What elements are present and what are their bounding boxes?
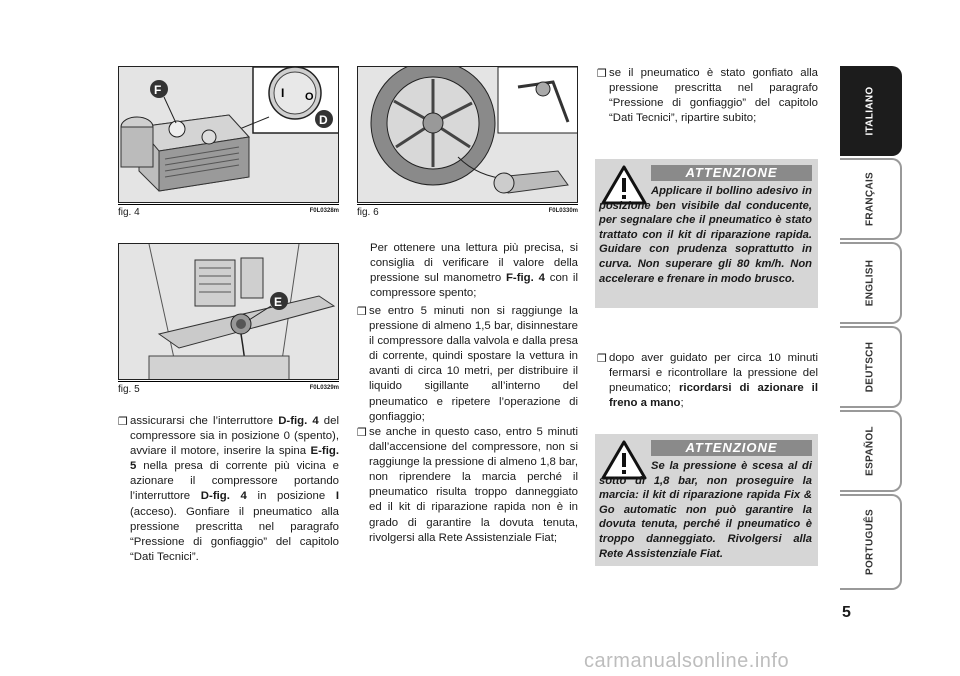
text-run: assicurarsi che l’interruttore <box>130 415 279 427</box>
switch-on-mark: I <box>281 86 285 100</box>
figure-4-label: fig. 4 <box>118 207 140 218</box>
text-run: Per ottenere una lettura più precisa, si consiglia di verificare il valore della pressione sul manometro <box>370 242 578 285</box>
paragraph-pressure-reading <box>370 241 578 301</box>
figure-4-caption <box>118 204 339 218</box>
tab-label: ITALIANO <box>864 86 876 136</box>
text-run: in posizione <box>246 490 336 503</box>
bullet-marker: ❒ <box>357 306 367 318</box>
text-run: (acceso). Gonfiare il pneumatico alla pressione prescritta nel paragrafo “Pressione di gonfiaggio” del capitolo “Dati Tecnici”. <box>130 505 339 563</box>
figure-5-caption <box>118 381 339 395</box>
compressor-illustration <box>119 67 339 203</box>
socket-illustration <box>119 244 339 380</box>
figure-4-compressor <box>118 66 339 203</box>
text-run: nella presa di corrente più vicina e azionare il compressore portando l’interruttore <box>130 460 339 503</box>
tyre-illustration <box>358 67 578 203</box>
warning-text <box>599 459 812 561</box>
tab-espanol[interactable] <box>840 410 902 492</box>
bullet-marker: ❒ <box>118 416 128 428</box>
text-run: ; <box>680 397 684 410</box>
text-run: se anche in questo caso, entro 5 minuti dall’accensione del compressore, non si raggiunge la pressione di almeno 1,8 bar, non riprendere la marcia perché il pneumatico risulta troppo danneggiato ed il kit di riparazione rapida non è in grado di garantire la dovuta tenuta, rivolgersi alla Rete Assistenziale Fiat; <box>369 426 578 544</box>
tab-label: ESPAÑOL <box>864 426 876 476</box>
bullet-five-minutes <box>357 304 578 425</box>
bullet-damaged-tyre <box>357 425 578 546</box>
warning-header: ATTENZIONE <box>651 440 812 456</box>
bullet-check-after-driving <box>597 351 818 411</box>
tab-francais[interactable] <box>840 158 902 240</box>
text-run: se il pneumatico è stato gonfiato alla pressione prescritta nel paragrafo “Pressione di gonfiaggio” del capitolo “Dati Tecnici”, ripartire subito; <box>609 67 818 125</box>
bullet-marker: ❒ <box>597 353 607 365</box>
bold-ref: I <box>335 490 339 503</box>
tab-deutsch[interactable] <box>840 326 902 408</box>
warning-text <box>599 184 812 286</box>
bold-ref: D-fig. 4 <box>200 490 247 503</box>
callout-f: F <box>154 83 162 97</box>
warning-header: ATTENZIONE <box>651 165 812 181</box>
figure-6-caption <box>357 204 578 218</box>
bullet-restart <box>597 66 818 126</box>
bold-ref: E-fig. 5 <box>130 445 339 473</box>
text-run: con il compressore spento; <box>370 272 578 300</box>
text-run: dopo aver guidato per circa 10 minuti fermarsi e ricontrollare la pressione del pneumatico; <box>609 352 818 395</box>
tab-label: DEUTSCH <box>864 341 876 393</box>
warning-text-content: Se la pressione è scesa al di sotto di 1,8 bar, non proseguire la marcia: il kit di riparazione rapida Fix & Go automatic non può garantire la dovuta tenuta, perché il pneumatico è troppo danneggiato. Rivolgersi alla Rete Assistenziale Fiat. <box>599 460 812 560</box>
figure-6-code: F0L0330m <box>548 208 578 214</box>
tab-label: ENGLISH <box>864 259 876 307</box>
bold-ref: F-fig. 4 <box>505 272 545 285</box>
warning-text-content: Applicare il bollino adesivo in posizione ben visibile dal conducente, per segnalare che il pneumatico è stato trattato con il kit di riparazione rapida. Guidare con prudenza soprattutto in curva. Non superare gli 80 km/h. Non accelerare e frenare in modo brusco. <box>599 185 812 285</box>
callout-d: D <box>319 113 328 127</box>
page-number: 5 <box>842 604 851 621</box>
figure-4-code: F0L0328m <box>309 208 339 214</box>
tab-portugues[interactable] <box>840 494 902 590</box>
warning-box-pressure <box>595 434 818 566</box>
tab-label: PORTUGUÊS <box>864 508 876 576</box>
tab-label: FRANÇAIS <box>864 171 876 227</box>
figure-5-socket <box>118 243 339 380</box>
callout-e: E <box>274 295 283 309</box>
text-run: se entro 5 minuti non si raggiunge la pressione di almeno 1,5 bar, disinnestare il compressore dalla valvola e dalla presa di corrente, quindi spostare la vettura in avanti di circa 10 metri, per distribuire il liquido sigillante all’interno del pneumatico e ripetere l’operazione di gonfiaggio; <box>369 305 578 423</box>
bold-ref: D-fig. 4 <box>278 415 319 427</box>
bullet-switch-instructions <box>118 414 339 565</box>
text-run: del compressore sia in posizione 0 (spento), avviare il motore, inserire la spina <box>130 415 339 458</box>
tab-italiano[interactable] <box>840 66 902 156</box>
switch-off-mark: O <box>305 91 314 103</box>
bullet-marker: ❒ <box>357 427 367 439</box>
figure-6-tyre-inflation <box>357 66 578 203</box>
tab-english[interactable] <box>840 242 902 324</box>
bullet-marker: ❒ <box>597 68 607 80</box>
warning-box-sticker <box>595 159 818 308</box>
bold-ref: ricordarsi di azionare il freno a mano <box>609 382 818 410</box>
figure-6-label: fig. 6 <box>357 207 379 218</box>
watermark: carmanualsonline.info <box>584 650 790 672</box>
figure-5-label: fig. 5 <box>118 384 140 395</box>
figure-5-code: F0L0329m <box>309 385 339 391</box>
